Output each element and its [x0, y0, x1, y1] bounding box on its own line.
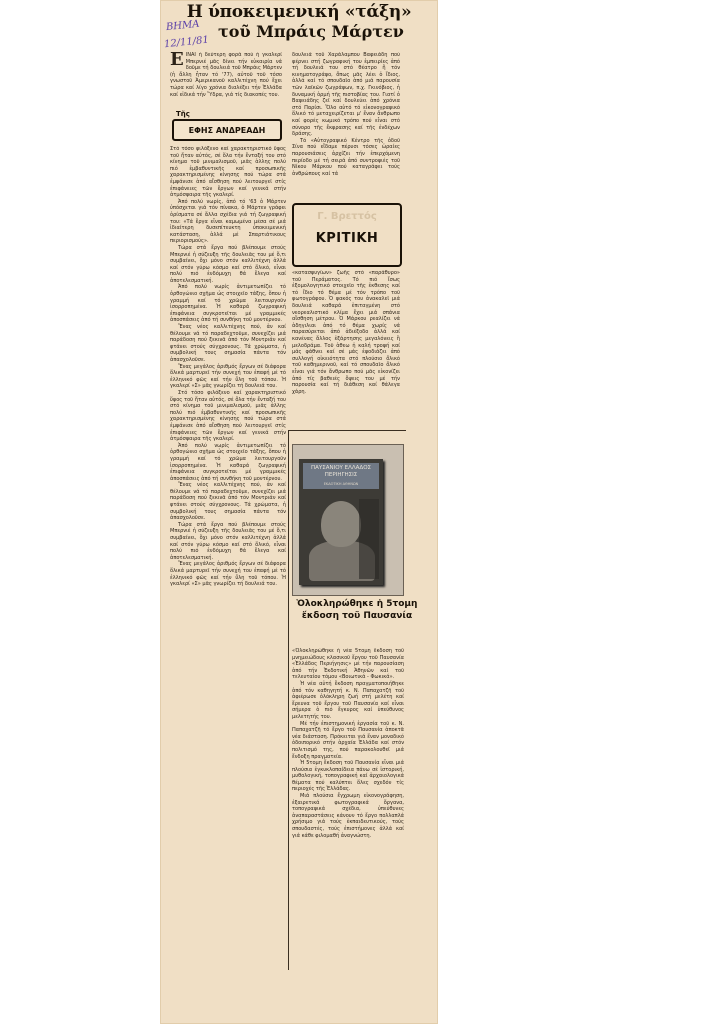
paragraph: «Ὁλοκληρώθηκε ἡ νέα 5τομη ἔκδοση τοῦ μνημειώδους κλασικοῦ ἔργου τοῦ Παυσανία «Ἑλλάδος Περιήγησις» μέ τήν παρουσίαση ἀπό τήν Ἐκδοτική Ἀθηνῶν καί τοῦ τελευταίου τόμου «Βοιωτικά - Φωκικά». — [292, 648, 404, 681]
byline-label: Τῆς — [176, 110, 190, 118]
drop-cap: Ε — [170, 52, 184, 70]
section-label: ΚΡΙΤΙΚΗ — [315, 231, 379, 246]
section-divider — [288, 430, 406, 431]
column-2-bottom — [292, 648, 404, 970]
book-cover-title: ΠΑΥΣΑΝΙΟΥ ΕΛΛΑΔΟΣ ΠΕΡΙΗΓΗΣΙΣ — [311, 465, 371, 478]
paragraph: Ἀπό πολύ νωρίς, ἀπό τό '63 ὁ Μάρτεν ὑπόσχεται γιά τόν πίνακα, ὁ Μάρτεν γράφει ὁρίσματα σέ ἄλλα σχέδια γιά τή ζωγραφική του: «Τά ἔργα εἶναι καμωμένα μέσα σέ μιά ἰδιαίτερη δυσεπίτευκτη ὑποκειμενική κατάσταση, ἀλλά μέ Σπαρτιάτικους περιορισμούς». — [170, 198, 286, 245]
cover-shadow — [359, 499, 379, 579]
paragraph: Ἡ νέα αὐτή ἔκδοση πραγματοποιήθηκε ἀπό τόν καθηγητή κ. Ν. Παπαχατζῆ τοῦ ἀφιέρωσε ὁλόκληρη ζωή στή μελέτη καί ἔρευνα τοῦ ἔργου τοῦ Παυσανία καί εἶναι σήμερα ὁ πιό ἔγκυρος καί ὑπεύθυνος μελετητής του. — [292, 680, 404, 720]
intro-text: ΙΝΑΙ ἡ δεύτερη φορά πού ἡ γκαλερί Μπερνιέ μᾶς δίνει τήν εὐκαιρία νά δοῦμε τή δουλειά τοῦ Μπράις Μάρτεν (ἡ ἄλλη ἦταν τό '77), αὐτοῦ τοῦ τόσο γνωστοῦ Ἀμερικανοῦ καλλιτέχνη πού ἔχει τώρα καί λίγο χρόνια διαλέξει τήν Ἑλλάδα καί εἰδικά τήν Ὕδρα, γιά τίς διακοπές του. — [170, 52, 282, 98]
paragraph: Ἕνας μεγάλος ἀριθμός ἔργων σέ διάφορα ὅλικά μαρτυρεῖ τήν συνεχή του ἐπαφή μέ τό ἑλληνικό φῶς καί τήν ὕλη τοῦ τόπου. Ἡ γκαλερί «Σ» μᾶς γνωρίζει τή δουλειά του. — [170, 561, 286, 588]
paragraph: Τώρα στά ἔργα πού βλέπουμε στούς Μπερνιέ ἡ σύζευξη τῆς δουλειᾶς του μέ ὅ,τι συμβαίνει, ὄχι μόνο στόν καλλιτέχνη ἀλλά καί στόν γύρω κόσμο καί στό ὅλικό, εἶναι πολύ πιό ἐνδόμυχη θά ἔλεγα καί ἀποτελεσματική. — [170, 521, 286, 561]
column-1-body — [170, 146, 286, 972]
handwritten-note: ΒΗΜΑ — [165, 18, 201, 34]
paragraph: Μιά πλούσια ἔγχρωμη εἰκονογράφηση, ἐξαιρετικά φωτογραφικά ὄργανα, τοπογραφικά σχέδια, ὑπεύθυνες ἀναπαραστάσεις κάνουν τό ἔργο πολλαπλά χρήσιμο γιά τούς ἐκπαιδευτικούς, τούς σπουδαστές, τούς ἐπιστήμονες ἀλλά καί γιά κάθε φιλομαθή ἀναγνώστη. — [292, 793, 404, 839]
paragraph: Ἀπό πολύ νωρίς ἀντιμετωπίζει τό ὀρθογώνιο σχῆμα ὡς στοιχεῖο τάξης, ὅπου ἡ γραμμή καί τό χρῶμα λειτουργοῦν ἰσορροπημένα. Ἡ καθαρά ζωγραφική ἐπιφάνεια συγκροτεῖται μέ γραμμικές ἀποσπάσεις ἀπό τή συνθήκη τοῦ μοντέρνου. — [170, 442, 286, 482]
handwritten-date: 12/11/81 — [163, 34, 210, 51]
paragraph: «κατασφυγίων» ζωῆς στό «παράθυρο» τοῦ Περάματος. Τό πιό ἴσως ἐξομολογητικό στοιχεῖο τῆς ἐκθεσης καί τό ἴδιο τό θέμα μέ τόν τρόπο τοῦ φωτογράφου. Ὁ φακός του ἀνακαλεῖ μιά δουλειά καθαρά ἐπιταγμένη στό νεορεαλιστικό κλίμα ἔχει μιά σπάνια αἴσθηση μέτρου. Ὁ Μάρκου ρεαλίζει νά ἀδηγιλιαι ἀπό τό θέμα χωρίς νά παρασύρεται ἀπό ἀδιέξοδο ἀλλά καί κανένας ἄλλος ἐξάρτησης μεγαλόνεις ἢ μελοδράμα. Τοῦ ἀθεω ἡ καλή τροφή καί μάς φάθνει καί σέ μάς ἐφοδιάζει ἀπό συλλογή οἰκειότητα στό πλούσιο ὅλικό τοῦ καθημερινοῦ, καί τό σπουδαῖο ὅλικό εἶναι γιά τόν ἄνθρωπο πού μᾶς εἰκονίζει ἀπό τίς βαθειές ὄψεις του μέ τήν παρουσία καί τή διάθεση καί θάλεγα χάρη. — [292, 270, 400, 395]
newspaper-clipping — [160, 0, 438, 1024]
book-headline: Ὁλοκληρώθηκε ἡ 5τομη ἔκδοση τοῦ Παυσανία — [296, 599, 418, 621]
paragraph: Ἕνας νέος καλλιτέχνης πού, ἀν καί θέλουμε νά τό παραδεχτοῦμε, συνεχίζει μιά παράδοση πού ξεκινᾶ ἀπό τόν Μοντριάν καί φτάνει στούς σύγχρονους. Τά χρώματα, ἡ συμβολική τους σημασία πάντα τόν ἀπασχολοῦσε. — [170, 482, 286, 522]
paragraph: δουλειά τοῦ Χαράλαμπου Βαφειάδη πού φέρνει στή ζωγραφική του ἐμπειρίες ἀπό τή δουλειά του στό θέατρο ἢ τόν κινηματογράφο, ὅπως μᾶς λέει ὁ ἴδιος, ἀλλά καί τό σπουδαῖο ἀπό μιά παρουσία τῶν λαϊκῶν ζωγράφων, π.χ. Γκινόβιος, ἡ δυναμική ὁρμή τῆς πιστοβίας του. Γιατί ὁ Βαφειάδης ζεῖ καί δουλεύει ἀπό χρόνια στό Παρίσι. Ὅλο αὐτό τό εἰκονογραφικό ὅλικό τό μεταχειρίζεται μ' ἕναν ἄνθρωπο καί φορές κωμικό τρόπο πού εἶναι στό σύνορο τῆς ἔκφρασης καί τῆς ἐνδέχων δράσης. — [292, 52, 400, 138]
paragraph: Ἕνας νέος καλλιτέχνης πού, ἀν καί θέλουμε νά τό παραδεχτοῦμε, συνεχίζει μιά παράδοση πού ξεκινᾶ ἀπό τόν Μοντριάν καί φτάνει στούς σύγχρονους. Τά χρώματα, ἡ συμβολική τους σημασία πάντα τόν ἀπασχολοῦσε. — [170, 324, 286, 363]
book-cover — [299, 459, 383, 585]
column-divider — [288, 430, 289, 970]
paragraph: Τώρα στά ἔργα πού βλέπουμε στούς Μπερνιέ ἡ σύζευξη τῆς δουλειᾶς του μέ ὅ,τι συμβαίνει, ὄχι μόνο στόν καλλιτέχνη ἀλλά καί στόν γύρω κόσμο καί στό ὅλικό, εἶναι πολύ πιό ἐνδόμυχη θά ἔλεγα καί ἀποτελεσματική. — [170, 244, 286, 284]
column-2-top — [292, 52, 400, 192]
paragraph: Στό τόσο φιλόξενο καί χαρακτηριστικό ὕφος τοῦ ἤταν αὐτός, σέ ὅλα τήν ἔνταξή του στό κίνημα τοῦ μινιμαλισμοῦ, μιᾶς ἀλλης πολύ πιό ἐμβαθυντικῆς καί προσωπικῆς χαρακτηρισμένης κίνησης πού τώρα στά ἐμφάνισε ἀπό αἴσθηση πού λειτουργεῖ στίς ἐπιφάνειες τῶν ἔργων καί γενικά στήν ἀτμόσφαιρα τῆς γκαλερί. — [170, 389, 286, 443]
paragraph: Στό τόσο φιλόξενο καί χαρακτηριστικό ὕφος τοῦ ἤταν αὐτός, σέ ὅλα τήν ἔνταξή του στό κίνημα τοῦ μινιμαλισμοῦ, μιᾶς ἀλλης πολύ πιό ἐμβαθυντικῆς καί προσωπικῆς χαρακτηρισμένης κίνησης πού τώρα στά ἐμφάνισε ἀπό αἴσθηση πού λειτουργεῖ στίς ἐπιφάνειες τῶν ἔργων καί γενικά στήν ἀτμόσφαιρα τῆς γκαλερί. — [170, 146, 286, 199]
book-photo — [292, 444, 404, 596]
headline-line-2: τοῦ Μπράις Μάρτεν — [218, 22, 404, 41]
paragraph: Τό «Αὐτογραφικό Κέντρο τῆς ὁδοῦ Σίνα πού εἴδαμε πέρυσι τόσες ὡραίες παρουσιάσεις ἀρχίζει τήν ἐπερχόμενη περίοδο μέ τή σειρά ἀπό συντροφιές τοῦ Νίκου Μάρκου πού καταγράφει τούς ἀνθρώπους καί τά — [292, 137, 400, 177]
book-cover-subtitle: ΕΚΔΟΤΙΚΗ ΑΘΗΝΩΝ — [323, 482, 359, 486]
byline-box: ΕΦΗΣ ΑΝΔΡΕΑΔΗ — [172, 119, 282, 141]
column-2-middle — [292, 270, 400, 426]
headline-line-1: Η ύποκειμενική «τάξη» — [186, 2, 412, 22]
section-label-box — [292, 203, 402, 267]
statue-head — [321, 501, 361, 547]
paragraph: Μέ τήν ἐπιστημονική ἐργασία τοῦ κ. Ν. Παπαχατζῆ τό ἔργο τοῦ Παυσανία ἀποκτᾶ νέα διάσταση. Πρόκειται γιά ἕναν μοναδικό ὁδοιπορικό στήν ἀρχαία Ἑλλάδα καί στόν πολιτισμό της, πού παρακολουθεῖ μιά ἔνδοξη πραγματεία. — [292, 720, 404, 760]
paragraph: Ἡ 5τομη ἔκδοση τοῦ Παυσανία εἶναι μιά πλούσια ἐγκυκλοπαίδεια πάνω σέ ἱστορική, μυθολογική, τοπογραφική καί ἀρχαιολογικά θέματα πού καλύπτει ὅλες σχεδόν τίς περιοχές τῆς Ἑλλάδας. — [292, 760, 404, 793]
paragraph: Ἀπό πολύ νωρίς ἀντιμετωπίζει τό ὀρθογώνιο σχῆμα ὡς στοιχεῖο τάξης, ὅπου ἡ γραμμή καί τό χρῶμα λειτουργοῦν ἰσορροπημένα. Ἡ καθαρά ζωγραφική ἐπιφάνεια συγκροτεῖται μέ γραμμικές ἀποσπάσεις ἀπό τή συνθήκη τοῦ μοντέρνου. — [170, 284, 286, 324]
paragraph: Ἕνας μεγάλος ἀριθμός ἔργων σέ διάφορα ὅλικά μαρτυρεῖ τήν συνεχή του ἐπαφή μέ τό ἑλληνικό φῶς καί τήν ὕλη τοῦ τόπου. Ἡ γκαλερί «Σ» μᾶς γνωρίζει τή δουλειά του. — [170, 363, 286, 390]
column-1-intro — [170, 52, 282, 108]
faded-show-through-text: Γ. Βρεττός — [317, 211, 377, 222]
